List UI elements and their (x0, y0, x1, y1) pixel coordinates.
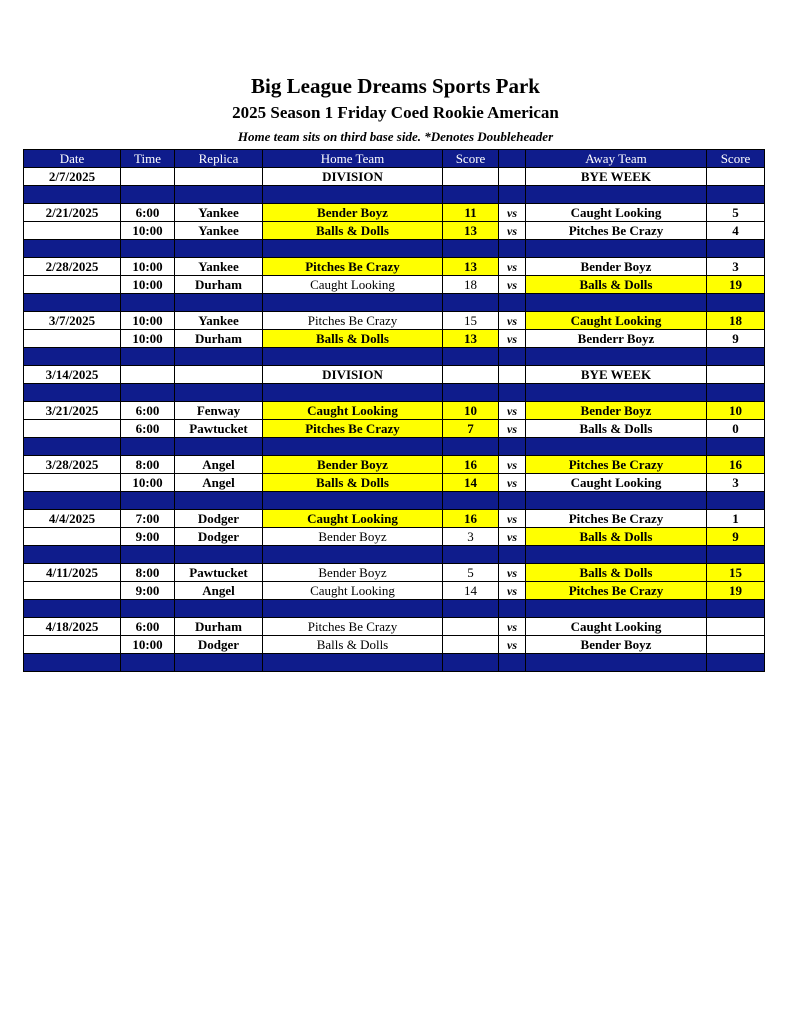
separator-cell (24, 438, 121, 456)
separator-cell (707, 384, 765, 402)
separator-cell (175, 654, 263, 672)
vs-cell (499, 366, 526, 384)
date-cell (24, 528, 121, 546)
separator-cell (707, 654, 765, 672)
replica-cell: Yankee (175, 222, 263, 240)
separator-cell (443, 240, 499, 258)
separator-row (24, 546, 765, 564)
time-cell: 9:00 (121, 582, 175, 600)
separator-cell (175, 492, 263, 510)
separator-cell (121, 294, 175, 312)
vs-cell: vs (499, 330, 526, 348)
separator-cell (24, 294, 121, 312)
time-cell: 10:00 (121, 222, 175, 240)
separator-cell (24, 240, 121, 258)
vs-cell: vs (499, 204, 526, 222)
away-score-cell: 0 (707, 420, 765, 438)
separator-row (24, 654, 765, 672)
separator-cell (443, 384, 499, 402)
game-row (24, 312, 765, 330)
home-score-cell (443, 618, 499, 636)
home-team-cell: Bender Boyz (263, 528, 443, 546)
separator-cell (443, 348, 499, 366)
separator-cell (526, 492, 707, 510)
away-team-cell: Bender Boyz (526, 258, 707, 276)
separator-cell (263, 600, 443, 618)
separator-cell (707, 546, 765, 564)
col-header-date: Date (24, 150, 121, 168)
separator-cell (263, 492, 443, 510)
replica-cell: Angel (175, 456, 263, 474)
game-row (24, 474, 765, 492)
vs-cell: vs (499, 222, 526, 240)
away-team-cell: Caught Looking (526, 474, 707, 492)
game-row (24, 402, 765, 420)
time-cell (121, 366, 175, 384)
separator-cell (443, 600, 499, 618)
game-row (24, 204, 765, 222)
col-header-home-score: Score (443, 150, 499, 168)
separator-cell (526, 546, 707, 564)
separator-cell (526, 294, 707, 312)
away-team-cell: Balls & Dolls (526, 528, 707, 546)
vs-cell: vs (499, 582, 526, 600)
date-cell: 2/7/2025 (24, 168, 121, 186)
away-team-cell: Bender Boyz (526, 636, 707, 654)
game-row (24, 636, 765, 654)
away-score-cell (707, 618, 765, 636)
time-cell: 8:00 (121, 456, 175, 474)
date-cell (24, 420, 121, 438)
separator-cell (24, 600, 121, 618)
time-cell: 10:00 (121, 636, 175, 654)
separator-cell (499, 384, 526, 402)
separator-cell (175, 186, 263, 204)
replica-cell: Yankee (175, 204, 263, 222)
home-team-cell: Bender Boyz (263, 564, 443, 582)
separator-row (24, 600, 765, 618)
home-team-cell: Bender Boyz (263, 204, 443, 222)
separator-row (24, 438, 765, 456)
separator-cell (121, 348, 175, 366)
col-header-vs (499, 150, 526, 168)
away-score-cell: 5 (707, 204, 765, 222)
col-header-home-team: Home Team (263, 150, 443, 168)
replica-cell: Durham (175, 276, 263, 294)
date-cell: 4/4/2025 (24, 510, 121, 528)
separator-cell (499, 186, 526, 204)
vs-cell: vs (499, 528, 526, 546)
replica-cell: Yankee (175, 258, 263, 276)
separator-row (24, 240, 765, 258)
away-team-cell: Balls & Dolls (526, 420, 707, 438)
game-row (24, 276, 765, 294)
separator-cell (263, 546, 443, 564)
separator-cell (24, 546, 121, 564)
date-cell: 3/28/2025 (24, 456, 121, 474)
separator-cell (121, 492, 175, 510)
home-score-cell: 14 (443, 474, 499, 492)
replica-cell: Angel (175, 582, 263, 600)
separator-cell (121, 654, 175, 672)
time-cell (121, 168, 175, 186)
time-cell: 10:00 (121, 474, 175, 492)
separator-cell (707, 438, 765, 456)
game-row (24, 330, 765, 348)
separator-cell (121, 546, 175, 564)
home-team-cell: Balls & Dolls (263, 222, 443, 240)
away-team-cell: Bender Boyz (526, 402, 707, 420)
header-row (24, 150, 765, 168)
replica-cell: Durham (175, 330, 263, 348)
separator-cell (24, 492, 121, 510)
vs-cell: vs (499, 258, 526, 276)
game-row (24, 168, 765, 186)
time-cell: 8:00 (121, 564, 175, 582)
replica-cell: Durham (175, 618, 263, 636)
vs-cell: vs (499, 474, 526, 492)
replica-cell (175, 366, 263, 384)
date-cell: 2/21/2025 (24, 204, 121, 222)
away-score-cell: 4 (707, 222, 765, 240)
separator-cell (526, 600, 707, 618)
separator-cell (263, 294, 443, 312)
time-cell: 6:00 (121, 402, 175, 420)
away-team-cell: Pitches Be Crazy (526, 456, 707, 474)
schedule-table (23, 149, 765, 672)
date-cell (24, 276, 121, 294)
time-cell: 10:00 (121, 258, 175, 276)
separator-cell (499, 348, 526, 366)
separator-cell (121, 186, 175, 204)
away-team-cell: Caught Looking (526, 618, 707, 636)
vs-cell: vs (499, 636, 526, 654)
date-cell (24, 474, 121, 492)
separator-cell (707, 348, 765, 366)
separator-cell (526, 240, 707, 258)
separator-cell (499, 492, 526, 510)
separator-cell (443, 438, 499, 456)
separator-cell (121, 240, 175, 258)
time-cell: 7:00 (121, 510, 175, 528)
time-cell: 6:00 (121, 618, 175, 636)
separator-cell (526, 186, 707, 204)
game-row (24, 582, 765, 600)
home-team-cell: DIVISION (263, 168, 443, 186)
away-score-cell: 19 (707, 276, 765, 294)
home-score-cell: 13 (443, 222, 499, 240)
separator-cell (526, 654, 707, 672)
vs-cell: vs (499, 564, 526, 582)
separator-cell (499, 240, 526, 258)
replica-cell: Dodger (175, 636, 263, 654)
away-team-cell: Pitches Be Crazy (526, 510, 707, 528)
away-team-cell: Balls & Dolls (526, 564, 707, 582)
separator-cell (707, 492, 765, 510)
separator-cell (121, 600, 175, 618)
away-team-cell: Balls & Dolls (526, 276, 707, 294)
separator-cell (526, 348, 707, 366)
home-team-cell: Caught Looking (263, 510, 443, 528)
time-cell: 10:00 (121, 276, 175, 294)
date-cell (24, 222, 121, 240)
time-cell: 6:00 (121, 420, 175, 438)
vs-cell: vs (499, 276, 526, 294)
game-row (24, 618, 765, 636)
vs-cell: vs (499, 402, 526, 420)
vs-cell: vs (499, 420, 526, 438)
game-row (24, 222, 765, 240)
date-cell: 4/11/2025 (24, 564, 121, 582)
separator-cell (24, 348, 121, 366)
away-score-cell: 18 (707, 312, 765, 330)
home-score-cell: 15 (443, 312, 499, 330)
col-header-replica: Replica (175, 150, 263, 168)
separator-cell (499, 546, 526, 564)
away-score-cell: 9 (707, 330, 765, 348)
separator-cell (443, 546, 499, 564)
date-cell (24, 636, 121, 654)
game-row (24, 258, 765, 276)
home-team-cell: Bender Boyz (263, 456, 443, 474)
game-row (24, 528, 765, 546)
home-score-cell (443, 636, 499, 654)
away-score-cell: 16 (707, 456, 765, 474)
separator-cell (175, 294, 263, 312)
time-cell: 10:00 (121, 312, 175, 330)
home-score-cell: 5 (443, 564, 499, 582)
away-score-cell: 10 (707, 402, 765, 420)
home-score-cell (443, 168, 499, 186)
separator-cell (24, 186, 121, 204)
replica-cell: Pawtucket (175, 564, 263, 582)
home-team-cell: Balls & Dolls (263, 330, 443, 348)
home-team-cell: Pitches Be Crazy (263, 258, 443, 276)
home-score-cell: 16 (443, 456, 499, 474)
separator-cell (263, 240, 443, 258)
separator-cell (175, 240, 263, 258)
game-row (24, 456, 765, 474)
away-team-cell: Caught Looking (526, 312, 707, 330)
separator-cell (707, 294, 765, 312)
separator-cell (121, 438, 175, 456)
separator-row (24, 186, 765, 204)
page-title: Big League Dreams Sports Park (251, 74, 540, 98)
home-score-cell: 11 (443, 204, 499, 222)
away-team-cell: Pitches Be Crazy (526, 582, 707, 600)
separator-row (24, 348, 765, 366)
separator-cell (443, 492, 499, 510)
separator-cell (175, 348, 263, 366)
replica-cell: Dodger (175, 528, 263, 546)
away-score-cell: 1 (707, 510, 765, 528)
separator-cell (707, 240, 765, 258)
away-score-cell: 19 (707, 582, 765, 600)
separator-cell (263, 186, 443, 204)
away-score-cell: 15 (707, 564, 765, 582)
away-team-cell: Pitches Be Crazy (526, 222, 707, 240)
separator-cell (263, 384, 443, 402)
home-team-cell: Balls & Dolls (263, 474, 443, 492)
date-cell: 3/14/2025 (24, 366, 121, 384)
vs-cell: vs (499, 618, 526, 636)
separator-cell (443, 186, 499, 204)
separator-cell (707, 186, 765, 204)
replica-cell: Fenway (175, 402, 263, 420)
date-cell (24, 330, 121, 348)
time-cell: 9:00 (121, 528, 175, 546)
separator-cell (499, 600, 526, 618)
separator-cell (263, 438, 443, 456)
away-team-cell: Caught Looking (526, 204, 707, 222)
home-score-cell: 13 (443, 258, 499, 276)
date-cell: 2/28/2025 (24, 258, 121, 276)
home-team-cell: Pitches Be Crazy (263, 420, 443, 438)
col-header-away-team: Away Team (526, 150, 707, 168)
game-row (24, 420, 765, 438)
home-score-cell: 7 (443, 420, 499, 438)
home-score-cell: 10 (443, 402, 499, 420)
home-team-cell: Caught Looking (263, 402, 443, 420)
date-cell: 3/21/2025 (24, 402, 121, 420)
away-score-cell (707, 636, 765, 654)
separator-cell (263, 348, 443, 366)
away-score-cell: 9 (707, 528, 765, 546)
home-team-cell: Pitches Be Crazy (263, 312, 443, 330)
away-team-cell: BYE WEEK (526, 168, 707, 186)
time-cell: 6:00 (121, 204, 175, 222)
separator-cell (263, 654, 443, 672)
replica-cell: Yankee (175, 312, 263, 330)
away-team-cell: BYE WEEK (526, 366, 707, 384)
home-team-cell: Balls & Dolls (263, 636, 443, 654)
separator-cell (499, 654, 526, 672)
home-score-cell: 14 (443, 582, 499, 600)
vs-cell: vs (499, 312, 526, 330)
separator-cell (175, 600, 263, 618)
separator-cell (499, 294, 526, 312)
date-cell (24, 582, 121, 600)
replica-cell: Angel (175, 474, 263, 492)
game-row (24, 366, 765, 384)
separator-cell (24, 384, 121, 402)
away-score-cell: 3 (707, 258, 765, 276)
game-row (24, 510, 765, 528)
game-row (24, 564, 765, 582)
time-cell: 10:00 (121, 330, 175, 348)
replica-cell: Pawtucket (175, 420, 263, 438)
home-score-cell: 18 (443, 276, 499, 294)
page-subtitle: 2025 Season 1 Friday Coed Rookie American (232, 103, 559, 122)
date-cell: 3/7/2025 (24, 312, 121, 330)
home-team-cell: DIVISION (263, 366, 443, 384)
vs-cell: vs (499, 456, 526, 474)
separator-row (24, 492, 765, 510)
home-team-cell: Caught Looking (263, 582, 443, 600)
separator-cell (499, 438, 526, 456)
home-score-cell: 13 (443, 330, 499, 348)
away-score-cell (707, 366, 765, 384)
vs-cell: vs (499, 510, 526, 528)
separator-row (24, 384, 765, 402)
separator-cell (175, 438, 263, 456)
home-score-cell: 3 (443, 528, 499, 546)
replica-cell (175, 168, 263, 186)
separator-cell (24, 654, 121, 672)
home-score-cell (443, 366, 499, 384)
separator-cell (175, 384, 263, 402)
home-score-cell: 16 (443, 510, 499, 528)
away-score-cell: 3 (707, 474, 765, 492)
home-team-cell: Caught Looking (263, 276, 443, 294)
separator-cell (175, 546, 263, 564)
col-header-time: Time (121, 150, 175, 168)
separator-cell (443, 294, 499, 312)
separator-cell (526, 438, 707, 456)
vs-cell (499, 168, 526, 186)
separator-cell (526, 384, 707, 402)
home-team-cell: Pitches Be Crazy (263, 618, 443, 636)
away-score-cell (707, 168, 765, 186)
date-cell: 4/18/2025 (24, 618, 121, 636)
col-header-away-score: Score (707, 150, 765, 168)
separator-row (24, 294, 765, 312)
schedule-note: Home team sits on third base side. *Denotes Doubleheader (237, 129, 554, 144)
separator-cell (121, 384, 175, 402)
separator-cell (707, 600, 765, 618)
replica-cell: Dodger (175, 510, 263, 528)
away-team-cell: Benderr Boyz (526, 330, 707, 348)
separator-cell (443, 654, 499, 672)
